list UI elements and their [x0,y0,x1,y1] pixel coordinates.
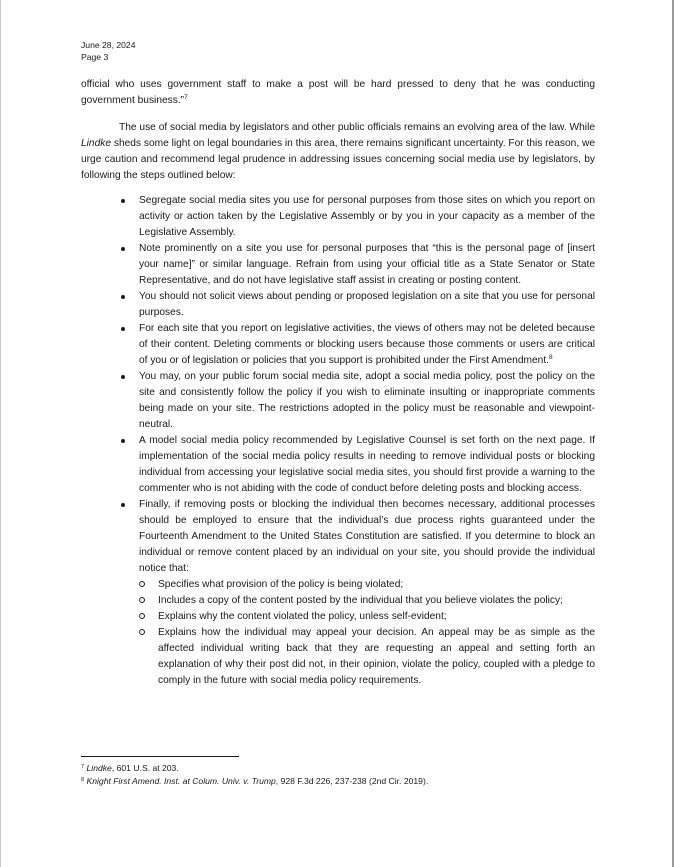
header-page-number: Page 3 [81,52,109,62]
list-item-text: A model social media policy recommended by Legislative Counsel is set forth on the next page. If implementation of the social media policy results in needing to remove individual posts or blocking individual from accessing your legislative social media sites, you should first provide a warning to the commenter who is not abiding with the code of conduct before deleting posts and blocking access. [139,435,595,494]
bullet-icon [121,247,125,251]
footnote-separator [81,756,239,757]
notice-requirements-list [138,577,595,689]
paragraph-body [81,120,595,184]
hollow-bullet-icon [139,629,145,635]
footnote-citation-text: , 928 F.3d 226, 237-238 (2nd Cir. 2019). [275,776,429,786]
list-item [81,289,595,321]
hollow-bullet-icon [139,597,145,603]
list-item-text: Note prominently on a site you use for personal purposes that “this is the personal page of [insert your name]” or similar language. Refrain from using your official title as a State Senator or State Representative, and do not have legislative staff assist in creating or posting content. [139,243,595,286]
sub-list-item-text: Specifies what provision of the policy is being violated; [158,579,404,590]
sub-list-item [138,593,595,609]
case-name: Lindke [81,138,112,149]
footnote-ref: 8 [549,354,553,361]
sub-list-item-text: Includes a copy of the content posted by the individual that you believe violates the policy; [158,595,563,606]
header-date: June 28, 2024 [81,40,136,50]
page-header [81,39,135,63]
footnotes [81,762,595,788]
list-item [81,193,595,241]
sub-list-item [138,625,595,689]
bullet-icon [121,375,125,379]
footnote-citation-italic: Lindke [86,763,112,773]
footnote [81,762,595,775]
list-item-text: Segregate social media sites you use for personal purposes from those sites on which you report on activity or action taken by the Legislative Assembly or by you in your capacity as a member of the Legislative Assembly. [139,195,595,238]
list-item [81,497,595,689]
list-item-text: Finally, if removing posts or blocking the individual then becomes necessary, additional processes should be employed to ensure that the individual’s due process rights guaranteed under the Fourteenth Amendment to the United States Constitution are satisfied. If you determine to block an individual or remove content placed by an individual on your site, you should provide the individual notice that: [139,499,595,574]
sub-list-item [138,577,595,593]
bullet-icon [121,503,125,507]
footnote-ref: 7 [184,94,188,101]
sub-list-item-text: Explains how the individual may appeal your decision. An appeal may be as simple as the affected individual writing back that they are requesting an appeal and setting forth an explanation of why their post did not, in their opinion, violate the policy, coupled with a pledge to comply in the future with social media policy requirements. [158,627,595,686]
sub-list-item-text: Explains why the content violated the policy, unless self-evident; [158,611,447,622]
bullet-icon [121,295,125,299]
bullet-icon [121,439,125,443]
hollow-bullet-icon [139,581,145,587]
list-item [81,369,595,433]
list-item-text: You should not solicit views about pending or proposed legislation on a site that you use for personal purposes. [139,291,595,318]
list-item-text: You may, on your public forum social media site, adopt a social media policy, post the policy on the site and consistently follow the policy if you wish to eliminate insulting or inappropriate comments being made on your site. The restrictions adopted in the policy must be reasonable and viewpoint-neutral. [139,371,595,430]
footnote-number: 8 [81,777,85,783]
list-item [81,241,595,289]
bullet-icon [121,199,125,203]
footnote-citation-italic: Knight First Amend. Inst. at Colum. Univ. v. Trump [86,776,276,786]
paragraph-continuation [81,77,595,109]
page-edge-left [0,0,1,867]
paragraph-text: The use of social media by legislators and other public officials remains an evolving area of the law. While [119,122,595,133]
list-item [81,433,595,497]
footnote [81,775,595,788]
recommendation-list [81,193,595,689]
page-body [81,77,595,689]
hollow-bullet-icon [139,613,145,619]
footnote-citation-text: , 601 U.S. at 203. [111,763,179,773]
footnote-number: 7 [81,764,85,770]
list-item [81,321,595,369]
paragraph-text: sheds some light on legal boundaries in this area, there remains significant uncertainty. For this reason, we urge caution and recommend legal prudence in addressing issues concerning social media use by legislators, by following the steps outlined below: [81,138,596,181]
sub-list-item [138,609,595,625]
list-item-text: For each site that you report on legislative activities, the views of others may not be deleted because of their content. Deleting comments or blocking users because those comments or users are critical of you or of legislation or policies that you support is prohibited under the First Amendment. [139,323,595,366]
bullet-icon [121,327,125,331]
paragraph-text: official who uses government staff to make a post will be hard pressed to deny that he was conducting government business.” [81,79,595,106]
